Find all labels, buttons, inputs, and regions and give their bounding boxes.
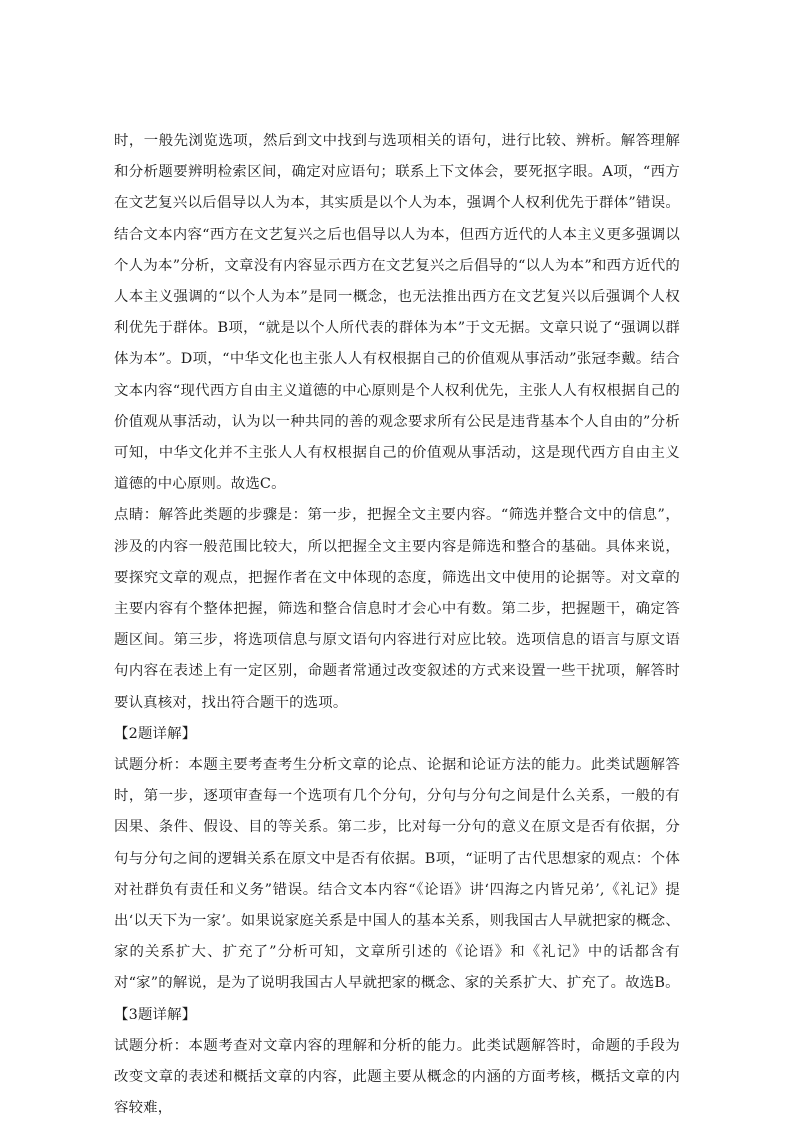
q2-analysis-paragraph: 试题分析：本题主要考查考生分析文章的论点、论据和论证方法的能力。此类试题解答时，第一步，逐项审查每一个选项有几个分句，分句与分句之间是什么关系，一般的有因果、条件、假设、目的等关系。第二步，比对每一分句的意义在原文是否有依据，分句与分句之间的逻辑关系在原文中是否有依据。B项，“证明了古代思想家的观点：个体对社群负有责任和义务”错误。结合文本内容“《论语》讲‘四海之内皆兄弟’,《礼记》提出‘以天下为一家’。如果说家庭关系是中国人的基本关系，则我国古人早就把家的概念、家的关系扩大、扩充了”分析可知，文章所引述的《论语》和《礼记》中的话都含有对“家”的解说，是为了说明我国古人早就把家的概念、家的关系扩大、扩充了。故选B。 bbox=[114, 757, 680, 992]
section-heading-q2: 【2题详解】 bbox=[114, 725, 197, 742]
answer-analysis-paragraph: 时，一般先浏览选项，然后到文中找到与选项相关的语句，进行比较、辨析。解答理解和分析题要辨明检索区间，确定对应语句；联系上下文体会，要死抠字眼。A项，“西方在文艺复兴以后倡导以人为本，其实质是以个人为本，强调个人权利优先于群体”错误。结合文本内容“西方在文艺复兴之后也倡导以人为本，但西方近代的人本主义更多强调以个人为本”分析，文章没有内容显示西方在文艺复兴之后倡导的“以人为本”和西方近代的人本主义强调的“以个人为本”是同一概念，也无法推出西方在文艺复兴以后强调个人权利优先于群体。B项，“就是以个人所代表的群体为本”于文无据。文章只说了“强调以群体为本”。D项，“中华文化也主张人人有权根据自己的价值观从事活动”张冠李戴。结合文本内容“现代西方自由主义道德的中心原则是个人权利优先，主张人人有权根据自己的价值观从事活动，认为以一种共同的善的观念要求所有公民是违背基本个人自由的”分析可知，中华文化并不主张人人有权根据自己的价值观从事活动，这是现代西方自由主义道德的中心原则。故选C。 bbox=[114, 133, 680, 493]
section-heading-q3: 【3题详解】 bbox=[114, 1006, 197, 1023]
document-body bbox=[114, 126, 680, 1125]
q3-analysis-paragraph: 试题分析：本题考查对文章内容的理解和分析的能力。此类试题解答时，命题的手段为改变文章的表述和概括文章的内容，此题主要从概念的内涵的方面考核，概括文章的内容较难， bbox=[114, 1037, 680, 1117]
tips-paragraph: 点睛：解答此类题的步骤是：第一步，把握全文主要内容。“筛选并整合文中的信息”，涉及的内容一般范围比较大，所以把握全文主要内容是筛选和整合的基础。具体来说，要探究文章的观点，把握作者在文中体现的态度，筛选出文中使用的论据等。对文章的主要内容有个整体把握，筛选和整合信息时才会心中有数。第二步，把握题干，确定答题区间。第三步，将选项信息与原文语句内容进行对应比较。选项信息的语言与原文语句内容在表述上有一定区别，命题者常通过改变叙述的方式来设置一些干扰项，解答时要认真核对，找出符合题干的选项。 bbox=[114, 507, 680, 711]
